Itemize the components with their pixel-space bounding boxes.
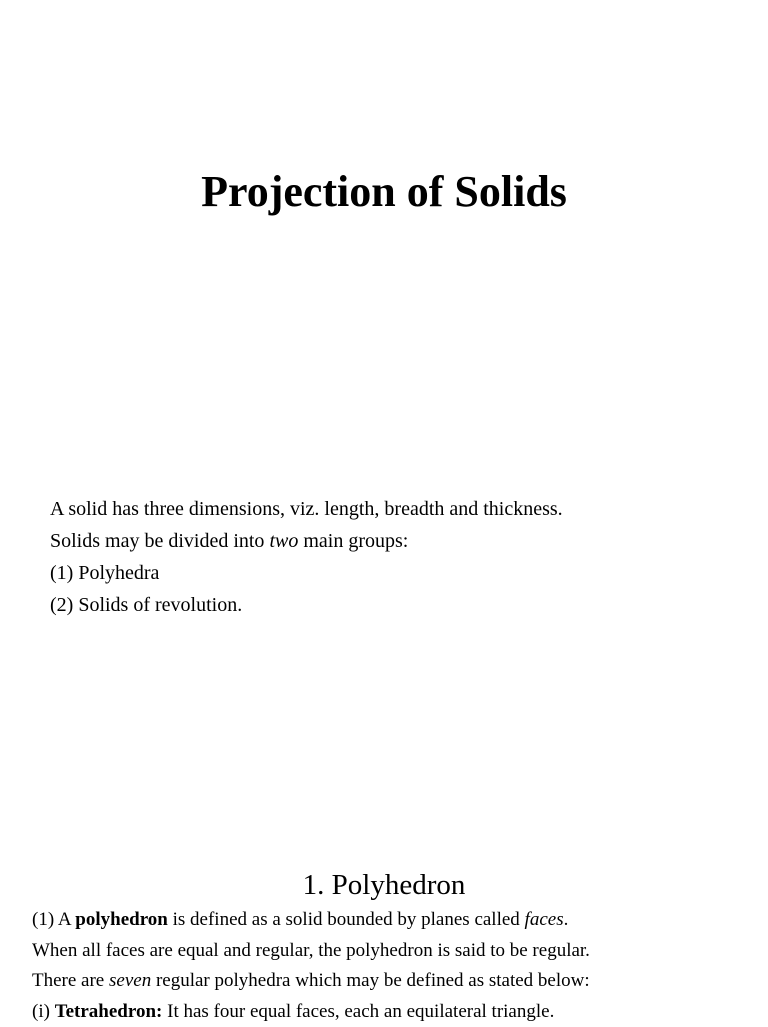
seven-emphasis: seven (109, 970, 151, 991)
section-heading-polyhedron: 1. Polyhedron (0, 866, 768, 904)
polyhedron-line-4-start: (i) (32, 1001, 55, 1022)
tetrahedron-term: Tetrahedron: (55, 1001, 163, 1022)
polyhedron-term: polyhedron (75, 909, 168, 930)
intro-line-2-end: main groups: (298, 530, 408, 552)
polyhedron-line-3-start: There are (32, 970, 109, 991)
intro-line-2 (50, 525, 750, 557)
polyhedron-line-1 (32, 905, 752, 936)
faces-term: faces (525, 909, 564, 930)
polyhedron-line-4 (32, 997, 752, 1027)
polyhedron-line-1-start: (1) A (32, 909, 75, 930)
intro-paragraph (50, 493, 750, 621)
polyhedron-paragraph (32, 905, 752, 1027)
polyhedron-line-2: When all faces are equal and regular, the polyhedron is said to be regular. (32, 936, 752, 967)
intro-line-2-start: Solids may be divided into (50, 530, 269, 552)
polyhedron-line-3-end: regular polyhedra which may be defined as stated below: (151, 970, 589, 991)
page-title: Projection of Solids (0, 166, 768, 218)
polyhedron-line-1-end: . (564, 909, 569, 930)
polyhedron-line-4-end: It has four equal faces, each an equilateral triangle. (162, 1001, 554, 1022)
intro-list-item-polyhedra: (1) Polyhedra (50, 557, 750, 589)
polyhedron-line-3 (32, 966, 752, 997)
polyhedron-line-1-mid: is defined as a solid bounded by planes called (168, 909, 525, 930)
intro-list-item-solids-of-revolution: (2) Solids of revolution. (50, 589, 750, 621)
intro-line-1: A solid has three dimensions, viz. length, breadth and thickness. (50, 493, 750, 525)
intro-emphasis-two: two (269, 530, 298, 552)
